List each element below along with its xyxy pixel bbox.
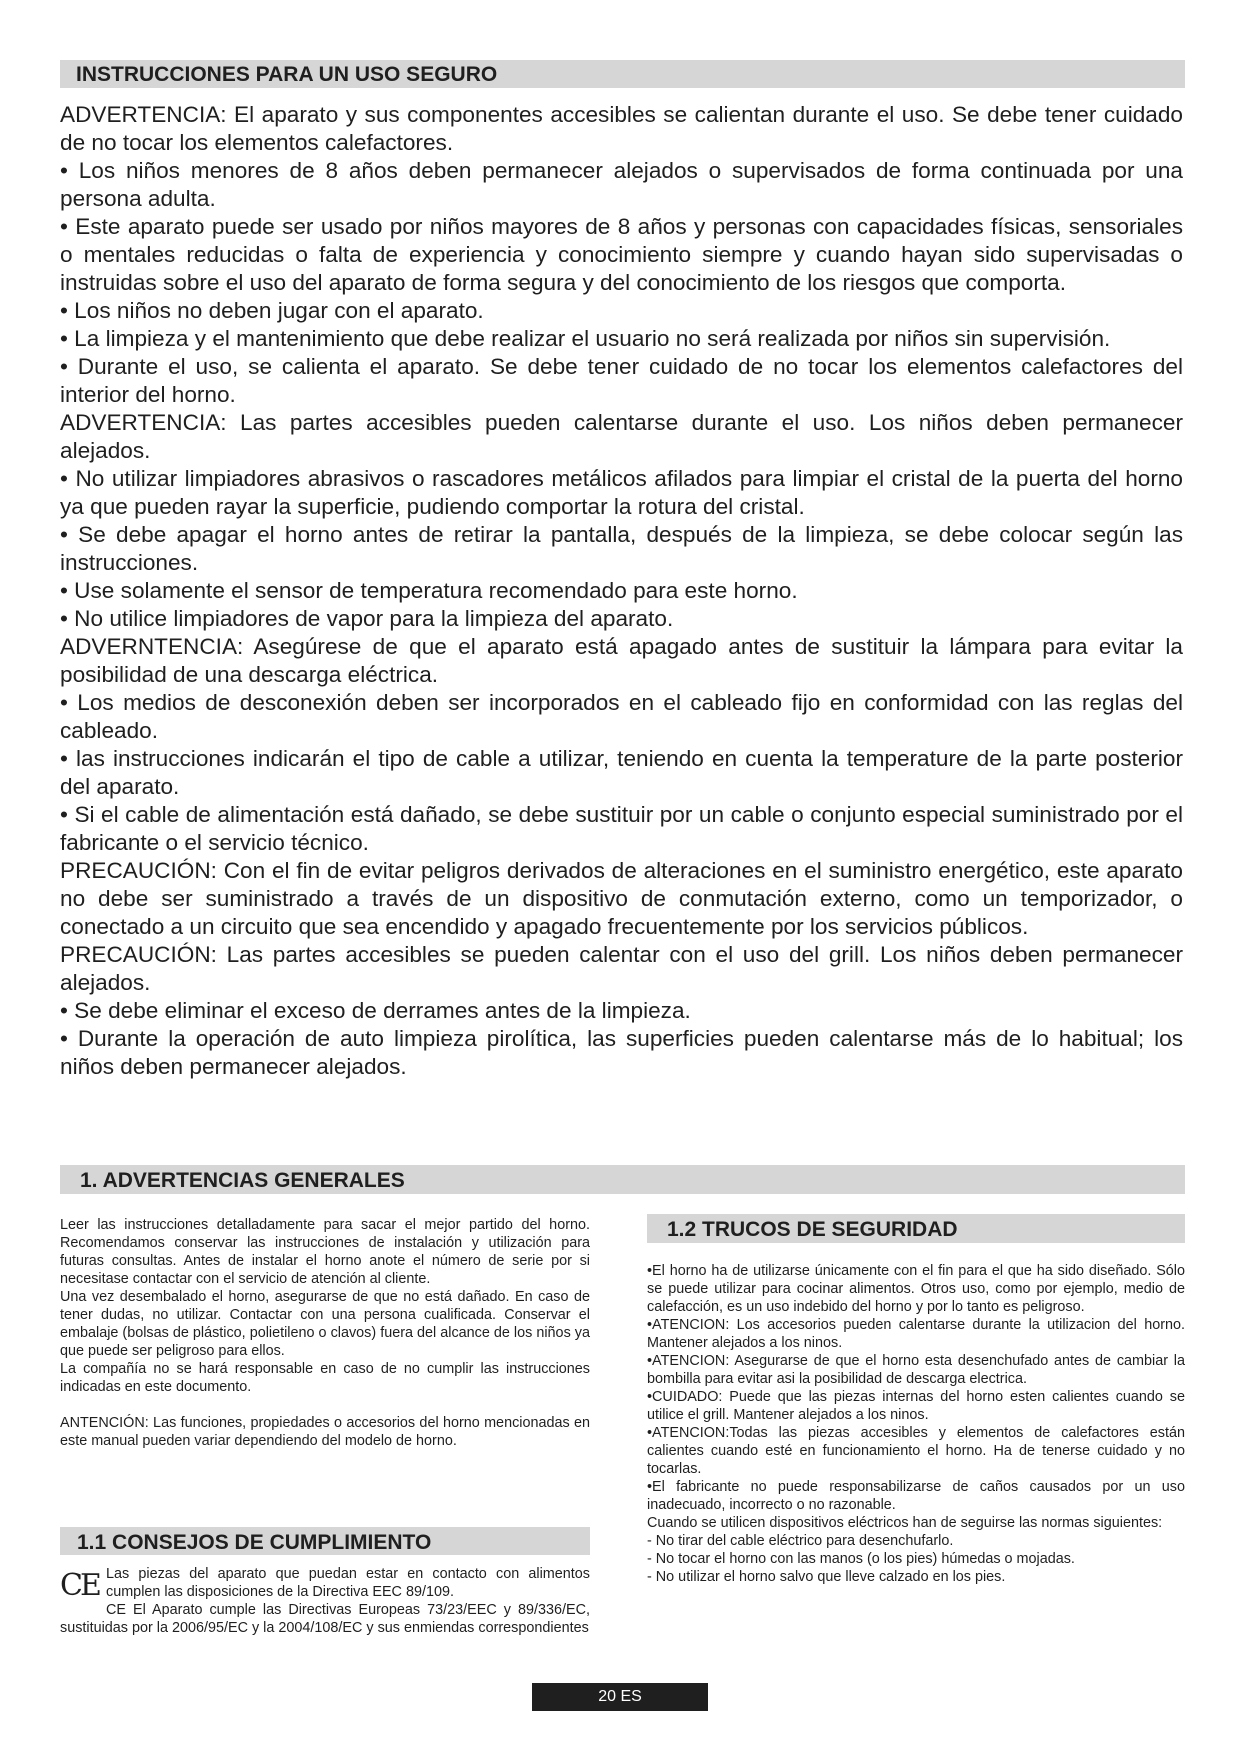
general-paragraph: Leer las instrucciones detalladamente para sacar el mejor partido del horno. Recomendamos conservar las instrucciones de instalación y utilización para futuras consultas. Antes de instalar el horno anote el número de serie por si necesitase contactar con el servicio de atención al cliente. bbox=[60, 1217, 590, 1287]
safety-paragraph: PRECAUCIÓN: Con el fin de evitar peligros derivados de alteraciones en el suministro energético, este aparato no debe ser suministrado a través de un dispositivo de conmutación externo, como un temporizador, o conectado a un circuito que sea encendido y apagado frecuentemente por los servicios públicos. bbox=[60, 858, 1183, 939]
tips-paragraph: - No utilizar el horno salvo que lleve calzado en los pies. bbox=[647, 1569, 1006, 1585]
tips-paragraph: •El horno ha de utilizarse únicamente con el fin para el que ha sido diseñado. Sólo se puede utilizar para cocinar alimentos. Otros uso, como por ejemplo, medio de calefacción, es un uso indebido del horno y por lo tanto es peligroso. bbox=[647, 1263, 1185, 1315]
safety-paragraph: • La limpieza y el mantenimiento que debe realizar el usuario no será realizada por niños sin supervisión. bbox=[60, 326, 1111, 351]
safety-instructions bbox=[60, 101, 1183, 1081]
tips-paragraph: - No tirar del cable eléctrico para desenchufarlo. bbox=[647, 1533, 954, 1549]
safety-paragraph: • Durante la operación de auto limpieza pirolítica, las superficies pueden calentarse más de lo habitual; los niños deben permanecer alejados. bbox=[60, 1026, 1183, 1079]
tips-paragraph: - No tocar el horno con las manos (o los pies) húmedas o mojadas. bbox=[647, 1551, 1075, 1567]
safety-paragraph: • Los niños menores de 8 años deben permanecer alejados o supervisados de forma continuada por una persona adulta. bbox=[60, 158, 1183, 211]
section-heading-general-warnings: 1. ADVERTENCIAS GENERALES bbox=[60, 1165, 1185, 1194]
safety-paragraph: • Los niños no deben jugar con el aparato. bbox=[60, 298, 484, 323]
safety-paragraph: • Si el cable de alimentación está dañado, se debe sustituir por un cable o conjunto especial suministrado por el fabricante o el servicio técnico. bbox=[60, 802, 1183, 855]
tips-paragraph: •ATENCION:Todas las piezas accesibles y elementos de calefactores están calientes cuando esté en funcionamiento el horno. Ha de tenerse cuidado y no tocarlas. bbox=[647, 1425, 1185, 1477]
paragraph-spacer bbox=[60, 1396, 590, 1414]
tips-paragraph: •El fabricante no puede responsabilizarse de caños causados por un uso inadecuado, incorrecto o no razonable. bbox=[647, 1479, 1185, 1513]
general-warnings-text bbox=[60, 1216, 590, 1450]
safety-paragraph: ADVERNTENCIA: Asegúrese de que el aparato está apagado antes de sustituir la lámpara para evitar la posibilidad de una descarga eléctrica. bbox=[60, 634, 1183, 687]
safety-paragraph: • Se debe eliminar el exceso de derrames antes de la limpieza. bbox=[60, 998, 691, 1023]
safety-paragraph: ADVERTENCIA: Las partes accesibles pueden calentarse durante el uso. Los niños deben permanecer alejados. bbox=[60, 410, 1183, 463]
tips-paragraph: Cuando se utilicen dispositivos eléctricos han de seguirse las normas siguientes: bbox=[647, 1515, 1163, 1531]
tips-paragraph: •ATENCION: Asegurarse de que el horno esta desenchufado antes de cambiar la bombilla para evitar asi la posibilidad de descarga electrica. bbox=[647, 1353, 1185, 1387]
safety-paragraph: • Durante el uso, se calienta el aparato. Se debe tener cuidado de no tocar los elementos calefactores del interior del horno. bbox=[60, 354, 1183, 407]
general-paragraph: ANTENCIÓN: Las funciones, propiedades o accesorios del horno mencionadas en este manual pueden variar dependiendo del modelo de horno. bbox=[60, 1415, 590, 1449]
section-heading-compliance: 1.1 CONSEJOS DE CUMPLIMIENTO bbox=[60, 1527, 590, 1555]
safety-paragraph: • No utilice limpiadores de vapor para la limpieza del aparato. bbox=[60, 606, 674, 631]
safety-paragraph: • No utilizar limpiadores abrasivos o rascadores metálicos afilados para limpiar el cristal de la puerta del horno ya que pueden rayar la superficie, pudiendo comportar la rotura del cristal. bbox=[60, 466, 1183, 519]
safety-paragraph: • Los medios de desconexión deben ser incorporados en el cableado fijo en conformidad con las reglas del cableado. bbox=[60, 690, 1183, 743]
safety-paragraph: PRECAUCIÓN: Las partes accesibles se pueden calentar con el uso del grill. Los niños deben permanecer alejados. bbox=[60, 942, 1183, 995]
safety-tips-text bbox=[647, 1262, 1185, 1586]
compliance-paragraph: CE El Aparato cumple las Directivas Europeas 73/23/EEC y 89/336/EC, sustituidas por la 2006/95/EC y la 2004/108/EC y sus enmiendas correspondientes bbox=[60, 1602, 590, 1636]
general-paragraph: La compañía no se hará responsable en caso de no cumplir las instrucciones indicadas en este documento. bbox=[60, 1361, 590, 1395]
tips-paragraph: •CUIDADO: Puede que las piezas internas del horno esten calientes cuando se utilice el grill. Mantener alejados a los ninos. bbox=[647, 1389, 1185, 1423]
page-number: 20 ES bbox=[532, 1683, 708, 1711]
safety-paragraph: • Use solamente el sensor de temperatura recomendado para este horno. bbox=[60, 578, 798, 603]
general-paragraph: Una vez desembalado el horno, asegurarse de que no está dañado. En caso de tener dudas, no utilizar. Contactar con una persona cualificada. Conservar el embalaje (bolsas de plástico, polietileno o clavos) fuera del alcance de los niños ya que puede ser peligroso para ellos. bbox=[60, 1289, 590, 1359]
compliance-paragraph: Las piezas del aparato que puedan estar en contacto con alimentos cumplen las disposiciones de la Directiva EEC 89/109. bbox=[106, 1566, 590, 1600]
tips-paragraph: •ATENCION: Los accesorios pueden calentarse durante la utilizacion del horno. Mantener alejados a los ninos. bbox=[647, 1317, 1185, 1351]
safety-paragraph: ADVERTENCIA: El aparato y sus componentes accesibles se calientan durante el uso. Se debe tener cuidado de no tocar los elementos calefactores. bbox=[60, 102, 1183, 155]
safety-paragraph: • Este aparato puede ser usado por niños mayores de 8 años y personas con capacidades físicas, sensoriales o mentales reducidas o falta de experiencia y conocimiento siempre y cuando hayan sido supervisadas o instruidas sobre el uso del aparato de forma segura y del conocimiento de los riesgos que comporta. bbox=[60, 214, 1183, 295]
safety-paragraph: • las instrucciones indicarán el tipo de cable a utilizar, teniendo en cuenta la temperature de la parte posterior del aparato. bbox=[60, 746, 1183, 799]
section-heading-safety: INSTRUCCIONES PARA UN USO SEGURO bbox=[60, 60, 1185, 88]
ce-mark-logo: CE bbox=[60, 1568, 99, 1603]
section-heading-safety-tips: 1.2 TRUCOS DE SEGURIDAD bbox=[647, 1214, 1185, 1243]
compliance-text bbox=[60, 1565, 590, 1637]
safety-paragraph: • Se debe apagar el horno antes de retirar la pantalla, después de la limpieza, se debe colocar según las instrucciones. bbox=[60, 522, 1183, 575]
